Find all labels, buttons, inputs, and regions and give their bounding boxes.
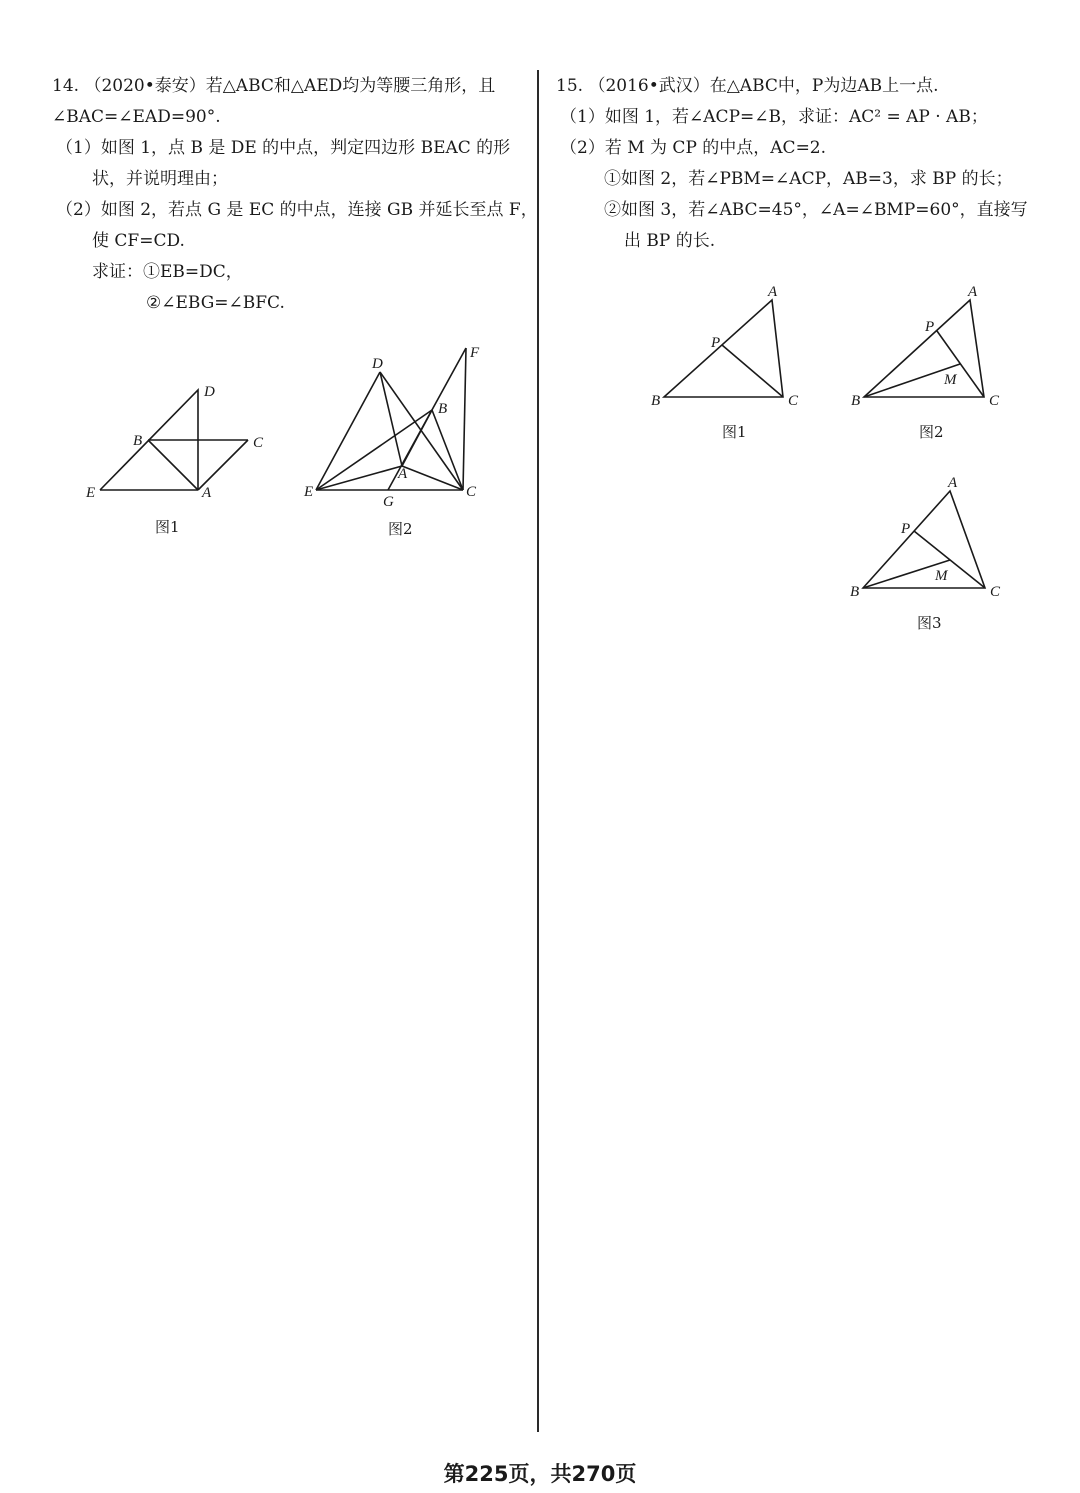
q15-fig2-label-A: A [968,284,978,300]
fig2-label-D: D [372,356,383,372]
fig2-label-C: C [466,484,477,500]
q15-part2: （2）若 M 为 CP 的中点，AC=2. [560,138,827,158]
q15-fig1-caption: 图1 [722,423,747,441]
q15-fig2-caption: 图2 [919,423,944,441]
q15-fig3-label-M: M [935,568,948,584]
fig2-label-G: G [383,494,394,510]
q15-fig1-label-B: B [651,393,661,409]
q15-fig1-label-C: C [788,393,799,409]
q15-fig3-label-P: P [901,521,911,537]
q15-part1: （1）如图 1，若∠ACP=∠B，求证：AC² = AP · AB； [560,107,988,127]
fig1-label-E: E [86,485,96,501]
q14-condition: ∠BAC=∠EAD=90°. [52,107,221,127]
q15-sub1: ①如图 2，若∠PBM=∠ACP，AB=3，求 BP 的长； [604,169,1013,189]
fig2-label-A: A [398,466,408,482]
q15-fig1-label-P: P [711,335,721,351]
q15-fig2-label-M: M [944,372,957,388]
q15-fig3-label-B: B [850,584,860,600]
fig1-label-C: C [253,435,264,451]
q15-fig3-label-C: C [990,584,1001,600]
q14-prove-1: 求证：①EB=DC， [92,262,243,282]
fig1-label-D: D [204,384,215,400]
q14-prove-2: ②∠EBG=∠BFC. [146,293,285,313]
fig1-label-A: A [202,485,212,501]
q14-part1-line2: 状，并说明理由； [92,169,228,189]
q14-header: 14. （2020•泰安）若△ABC和△AED均为等腰三角形，且 [52,76,496,96]
fig2-label-B: B [438,401,448,417]
q14-fig2-caption: 图2 [388,520,413,538]
q14-fig1-caption: 图1 [155,518,180,536]
q15-header: 15. （2016•武汉）在△ABC中，P为边AB上一点. [556,76,939,96]
fig2-label-F: F [470,345,480,361]
q15-sub2-line1: ②如图 3，若∠ABC=45°，∠A=∠BMP=60°，直接写 [604,200,1028,220]
q14-part2-line2: 使 CF=CD. [92,231,185,251]
q15-sub2-line2: 出 BP 的长. [624,231,716,251]
q15-fig2-label-B: B [851,393,861,409]
fig1-label-B: B [133,433,143,449]
fig2-label-E: E [304,484,314,500]
q14-part1-line1: （1）如图 1，点 B 是 DE 的中点，判定四边形 BEAC 的形 [56,138,511,158]
q15-fig2-label-C: C [989,393,1000,409]
q15-fig3-caption: 图3 [917,614,942,632]
q15-fig2-label-P: P [925,319,935,335]
q15-fig1-label-A: A [768,284,778,300]
q14-part2-line1: （2）如图 2，若点 G 是 EC 的中点，连接 GB 并延长至点 F， [56,200,538,220]
q15-fig3-label-A: A [948,475,958,491]
page-footer: 第225页，共270页 [443,1462,637,1486]
